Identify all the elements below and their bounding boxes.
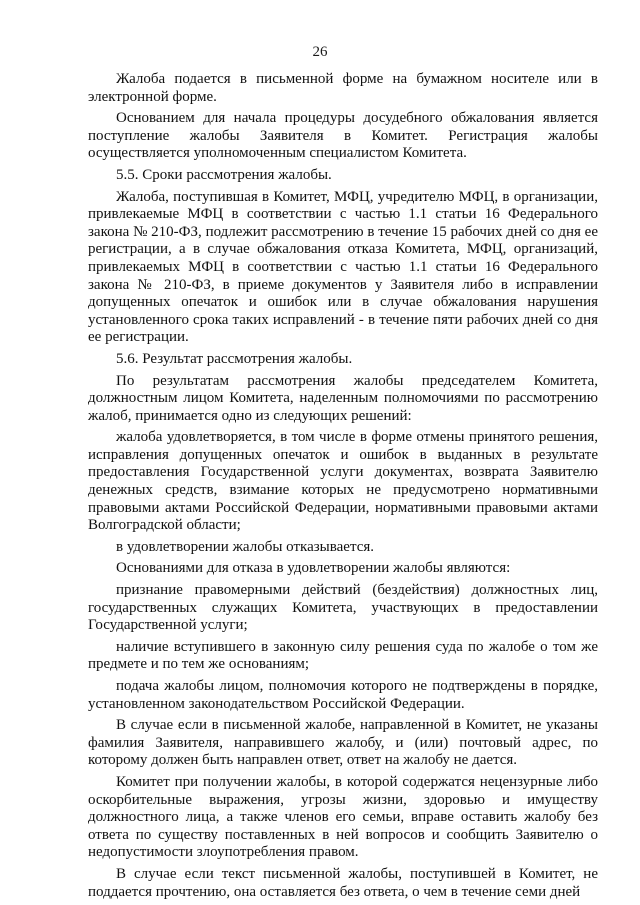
paragraph: подача жалобы лицом, полномочия которого не подтверждены в порядке, установленном законодательством Российской Федерации. bbox=[88, 678, 598, 712]
paragraph: В случае если в письменной жалобе, направленной в Комитет, не указаны фамилия Заявителя, направившего жалобу, и (или) почтовый адрес, по которому должен быть направлен ответ, ответ на жалобу не дается. bbox=[88, 717, 598, 769]
page-number: 26 bbox=[312, 44, 328, 60]
section-heading: 5.5. Сроки рассмотрения жалобы. bbox=[116, 166, 332, 183]
paragraph: наличие вступившего в законную силу решения суда по жалобе о том же предмете и по тем же основаниям; bbox=[88, 638, 598, 673]
paragraph: По результатам рассмотрения жалобы председателем Комитета, должностным лицом Комитета, наделенным полномочиями по рассмотрению жалоб, принимается одно из следующих решений: bbox=[88, 372, 598, 424]
paragraph: В случае если текст письменной жалобы, поступившей в Комитет, не поддается прочтению, она оставляется без ответа, о чем в течение семи дней bbox=[88, 865, 598, 900]
paragraph: Комитет при получении жалобы, в которой содержатся нецензурные либо оскорбительные выражения, угрозы жизни, здоровью и имуществу должностного лица, а также членов его семьи, вправе оставить жалобу без ответа по существу поставленных в ней вопросов и сообщить Заявителю о недопустимости злоупотребления правом. bbox=[88, 773, 598, 861]
paragraph: в удовлетворении жалобы отказывается. bbox=[116, 538, 374, 555]
section-heading: 5.6. Результат рассмотрения жалобы. bbox=[116, 350, 353, 367]
paragraph: признание правомерными действий (бездействия) должностных лиц, государственных служащих Комитета, участвующих в предоставлении Государственной услуги; bbox=[88, 582, 598, 634]
document-body bbox=[88, 71, 598, 905]
paragraph: жалоба удовлетворяется, в том числе в форме отмены принятого решения, исправления допущенных опечаток и ошибок в выданных в результате предоставления Государственной услуги документах, возврата Заявителю денежных средств, взимание которых не предусмотрено нормативными правовыми актами Российской Федерации, нормативными правовыми актами Волгоградской области; bbox=[88, 429, 598, 534]
paragraph: Жалоба, поступившая в Комитет, МФЦ, учредителю МФЦ, в организации, привлекаемые МФЦ в соответствии с частью 1.1 статьи 16 Федерального закона № 210-ФЗ, подлежит рассмотрению в течение 15 рабочих дней со дня ее регистрации, а в случае обжалования отказа Комитета, МФЦ, организаций, привлекаемых МФЦ в соответствии с частью 1.1 статьи 16 Федерального закона № 210-ФЗ, в приеме документов у Заявителя либо в исправлении допущенных опечаток и ошибок или в случае обжалования нарушения установленного срока таких исправлений - в течение пяти рабочих дней со дня ее регистрации. bbox=[88, 188, 598, 346]
paragraph: Жалоба подается в письменной форме на бумажном носителе или в электронной форме. bbox=[88, 71, 598, 105]
paragraph: Основанием для начала процедуры досудебного обжалования является поступление жалобы Заявителя в Комитет. Регистрация жалобы осуществляется уполномоченным специалистом Комитета. bbox=[88, 110, 598, 162]
paragraph: Основаниями для отказа в удовлетворении жалобы являются: bbox=[116, 560, 511, 577]
